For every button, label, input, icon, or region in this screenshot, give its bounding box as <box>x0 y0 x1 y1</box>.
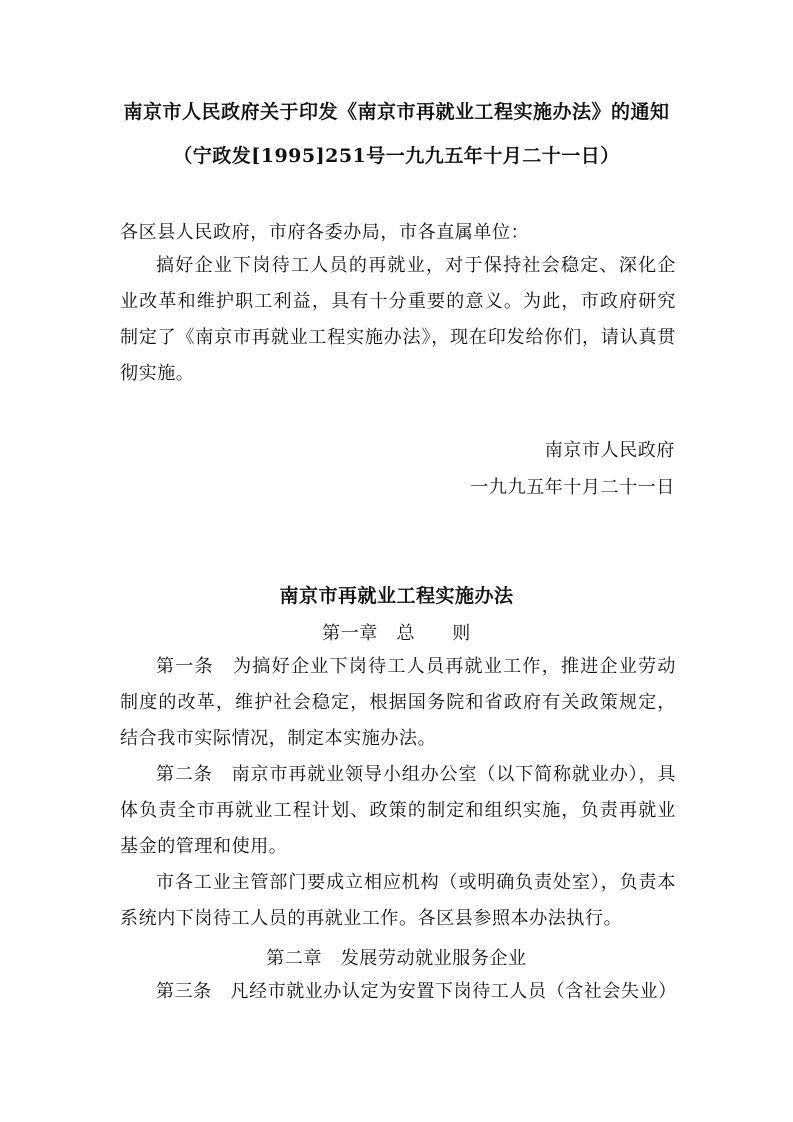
article-3: 第三条 凡经市就业办认定为安置下岗待工人员（含社会失业） <box>156 981 677 1002</box>
article-2-paragraph: 市各工业主管部门要成立相应机构（或明确负责处室），负责本系统内下岗待工人员的再就业工作。各区县参照本办法执行。 <box>120 872 676 929</box>
chapter-heading: 第一章 总 则 <box>322 623 471 644</box>
issue-date: 一九九五年十月二十一日 <box>470 477 675 498</box>
signature: 南京市人民政府 <box>544 440 675 461</box>
addressee: 各区县人民政府，市府各委办局，市各直属单位： <box>120 222 530 243</box>
article-2: 第二条 南京市再就业领导小组办公室（以下简称就业办），具体负责全市再就业工程计划、政策的制定和组织实施，负责再就业基金的管理和使用。 <box>120 764 676 857</box>
document-number: （宁政发[1995]251号一九九五年十月二十一日） <box>173 145 620 167</box>
measures-title: 南京市再就业工程实施办法 <box>279 585 514 607</box>
article-1: 第一条 为搞好企业下岗待工人员再就业工作，推进企业劳动制度的改革，维护社会稳定，根据国务院和省政府有关政策规定，结合我市实际情况，制定本实施办法。 <box>120 656 676 749</box>
chapter-heading: 第二章 发展劳动就业服务企业 <box>266 948 527 969</box>
notice-body: 搞好企业下岗待工人员的再就业，对于保持社会稳定、深化企业改革和维护职工利益，具有十分重要的意义。为此，市政府研究制定了《南京市再就业工程实施办法》，现在印发给你们，请认真贯彻实施。 <box>120 255 676 384</box>
notice-title: 南京市人民政府关于印发《南京市再就业工程实施办法》的通知 <box>123 101 670 123</box>
